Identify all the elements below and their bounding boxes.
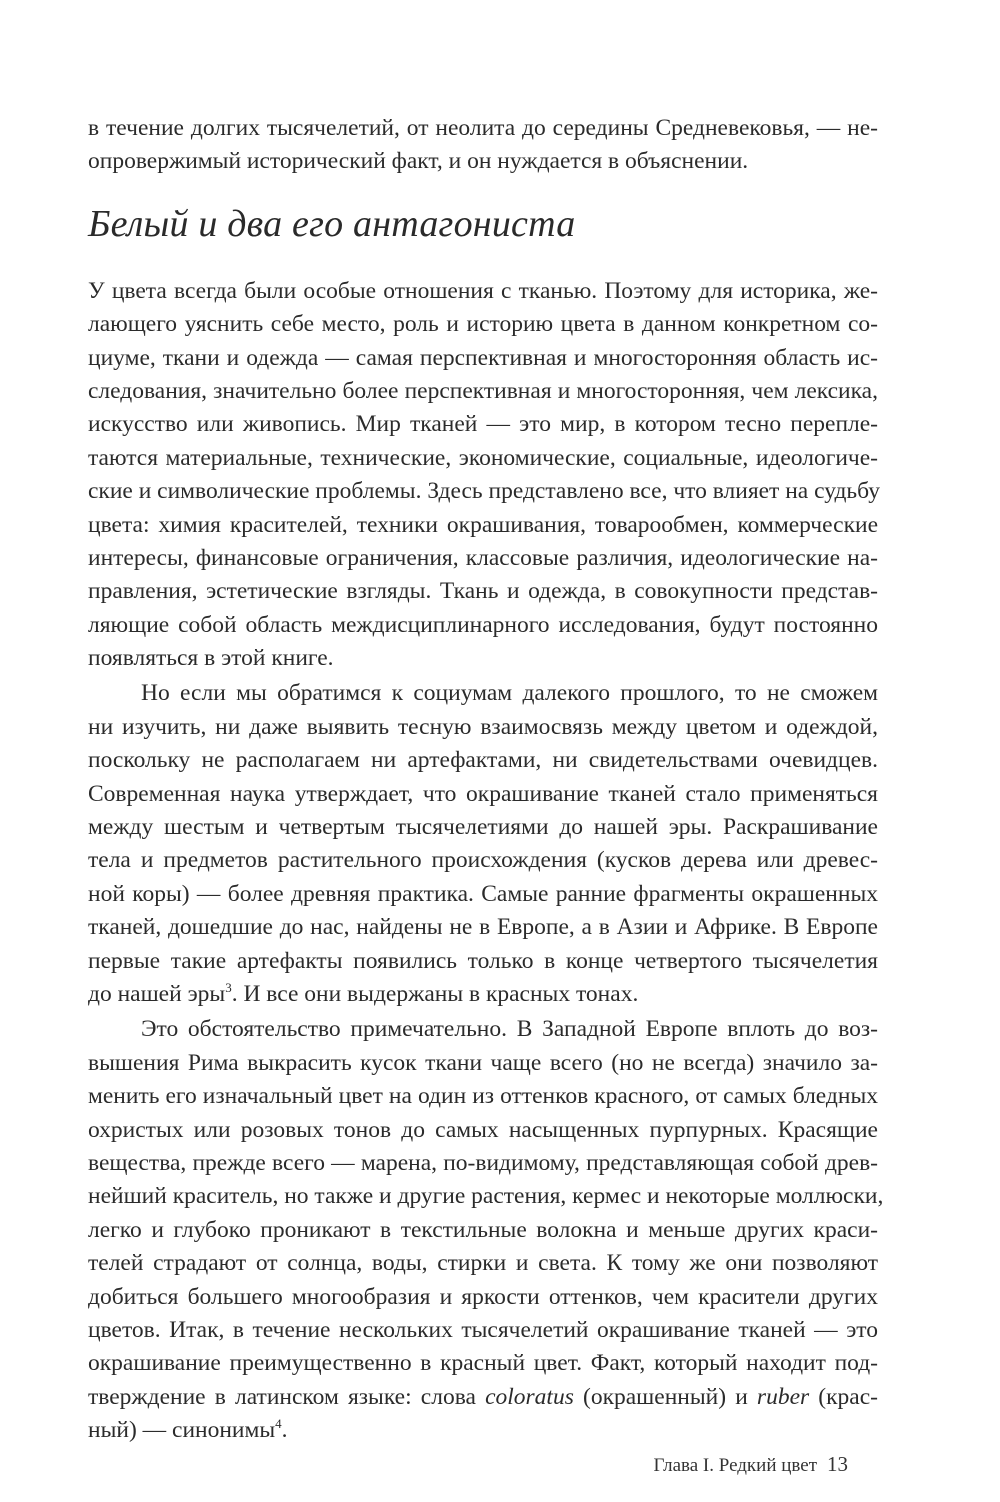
- paragraph-1: [88, 275, 878, 676]
- text-line: легко и глубоко проникают в текстильные волокна и меньше других краси-: [88, 1216, 878, 1243]
- text-fragment: (крас-: [809, 1383, 878, 1410]
- text-fragment: (окрашенный) и: [573, 1383, 757, 1410]
- text-line: таются материальные, технические, экономические, социальные, идеологиче-: [88, 444, 878, 471]
- text-fragment: ный) — синонимы: [88, 1417, 276, 1444]
- text-fragment: до нашей эры: [88, 980, 226, 1007]
- text-line: вышения Рима выкрасить кусок ткани чаще всего (но не всегда) значило за-: [88, 1049, 878, 1076]
- page-number: 13: [827, 1452, 848, 1476]
- latin-term: coloratus: [485, 1383, 574, 1410]
- text-line: между шестым и четвертым тысячелетиями до нашей эры. Раскрашивание: [88, 814, 878, 841]
- text-fragment: . И все они выдержаны в красных тонах.: [231, 980, 639, 1007]
- text-line: ляющие собой область междисциплинарного исследования, будут постоянно: [88, 611, 878, 638]
- section-heading: Белый и два его антагониста: [88, 202, 576, 245]
- text-line: нейший краситель, но также и другие растения, кермес и некоторые моллюски,: [88, 1183, 884, 1210]
- paragraph-3: [88, 1013, 884, 1447]
- page-body: [88, 112, 884, 1447]
- text-line: телей страдают от солнца, воды, стирки и света. К тому же они позволяют: [88, 1250, 878, 1277]
- footnote-ref[interactable]: 3: [225, 980, 232, 996]
- latin-term: ruber: [756, 1383, 810, 1410]
- text-fragment: тверждение в латинском языке: слова: [88, 1383, 486, 1410]
- text-line: циуме, ткани и одежда — самая перспективная и многосторонняя область ис-: [88, 344, 878, 371]
- footnote-ref[interactable]: 4: [275, 1416, 282, 1432]
- paragraph-2: [88, 677, 878, 1011]
- text-line: тканей, дошедшие до нас, найдены не в Европе, а в Азии и Африке. В Европе: [88, 914, 878, 941]
- text-line: Но если мы обратимся к социумам далекого прошлого, то не сможем: [141, 680, 878, 707]
- text-line: У цвета всегда были особые отношения с тканью. Поэтому для историка, же-: [88, 277, 878, 304]
- text-line: [88, 1381, 878, 1414]
- text-line: [88, 1414, 878, 1447]
- text-line: цветов. Итак, в течение нескольких тысячелетий окрашивание тканей — это: [88, 1316, 878, 1343]
- text-line: первые такие артефакты появились только в конце четвертого тысячелетия: [88, 947, 878, 974]
- text-line: Это обстоятельство примечательно. В Западной Европе вплоть до воз-: [141, 1016, 878, 1043]
- text-line: ной коры) — более древняя практика. Самые ранние фрагменты окрашенных: [88, 880, 878, 907]
- text-line: окрашивание преимущественно в красный цвет. Факт, который находит под-: [88, 1350, 878, 1377]
- text-line: ские и символические проблемы. Здесь представлено все, что влияет на судьбу: [88, 478, 880, 505]
- text-line: охристых или розовых тонов до самых насыщенных пурпурных. Красящие: [88, 1116, 878, 1143]
- text-line: лающего уяснить себе место, роль и историю цвета в данном конкретном со-: [88, 311, 878, 338]
- text-line: тела и предметов растительного происхождения (кусков дерева или древес-: [88, 847, 878, 874]
- text-line: добиться большего многообразия и яркости оттенков, чем красители других: [88, 1283, 878, 1310]
- text-line: менить его изначальный цвет на один из оттенков красного, от самых бледных: [88, 1083, 878, 1110]
- text-line: поскольку не располагаем ни артефактами, ни свидетельствами очевидцев.: [88, 747, 878, 774]
- text-line: вещества, прежде всего — марена, по-видимому, представляющая собой древ-: [88, 1149, 878, 1176]
- page-footer: [0, 1452, 848, 1477]
- text-line: правления, эстетические взгляды. Ткань и одежда, в совокупности представ-: [88, 578, 878, 605]
- text-fragment: .: [281, 1417, 288, 1444]
- text-line: ни изучить, ни даже выявить тесную взаимосвязь между цветом и одеждой,: [88, 713, 878, 740]
- text-line: появляться в этой книге.: [88, 645, 334, 672]
- running-head: Глава I. Редкий цвет: [653, 1455, 817, 1476]
- text-line: цвета: химия красителей, техники окрашивания, товарообмен, коммерческие: [88, 511, 878, 538]
- text-line: искусство или живопись. Мир тканей — это мир, в котором тесно перепле-: [88, 411, 878, 438]
- intro-paragraph: [88, 112, 878, 179]
- text-line: [88, 978, 878, 1011]
- text-line: опровержимый исторический факт, и он нуждается в объяснении.: [88, 148, 749, 175]
- text-line: интересы, финансовые ограничения, классовые различия, идеологические на-: [88, 544, 878, 571]
- text-line: в течение долгих тысячелетий, от неолита до середины Средневековья, — не-: [88, 115, 878, 141]
- text-line: следования, значительно более перспективная и многосторонняя, чем лексика,: [88, 377, 878, 404]
- text-line: Современная наука утверждает, что окрашивание тканей стало применяться: [88, 780, 878, 807]
